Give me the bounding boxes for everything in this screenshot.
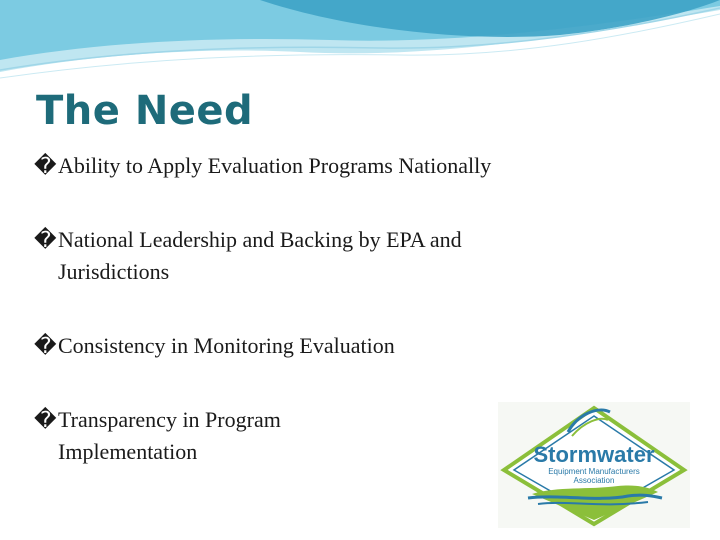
bullet-item bbox=[34, 150, 491, 182]
bullet-item bbox=[34, 224, 462, 288]
bullet-text: Ability to Apply Evaluation Programs Nationally bbox=[58, 153, 492, 178]
bullet-item bbox=[34, 404, 281, 468]
bullet-marker: � bbox=[34, 333, 57, 358]
bullet-text-continued: Implementation bbox=[58, 439, 198, 464]
logo-line2: Equipment Manufacturers bbox=[548, 467, 640, 476]
bullet-text: Consistency in Monitoring Evaluation bbox=[58, 333, 395, 358]
logo-line3: Association bbox=[573, 476, 615, 485]
bullet-marker: � bbox=[34, 227, 57, 252]
bullet-marker: � bbox=[34, 153, 57, 178]
header-wave-decoration bbox=[0, 0, 720, 90]
bullet-text: Transparency in Program bbox=[58, 407, 281, 432]
slide-title: The Need bbox=[36, 88, 254, 134]
bullet-marker: � bbox=[34, 407, 57, 432]
stormwater-association-logo bbox=[498, 402, 690, 528]
logo-name: Stormwater bbox=[533, 442, 655, 467]
bullet-text-continued: Jurisdictions bbox=[58, 259, 170, 284]
bullet-text: National Leadership and Backing by EPA and bbox=[58, 227, 462, 252]
bullet-item bbox=[34, 330, 395, 362]
